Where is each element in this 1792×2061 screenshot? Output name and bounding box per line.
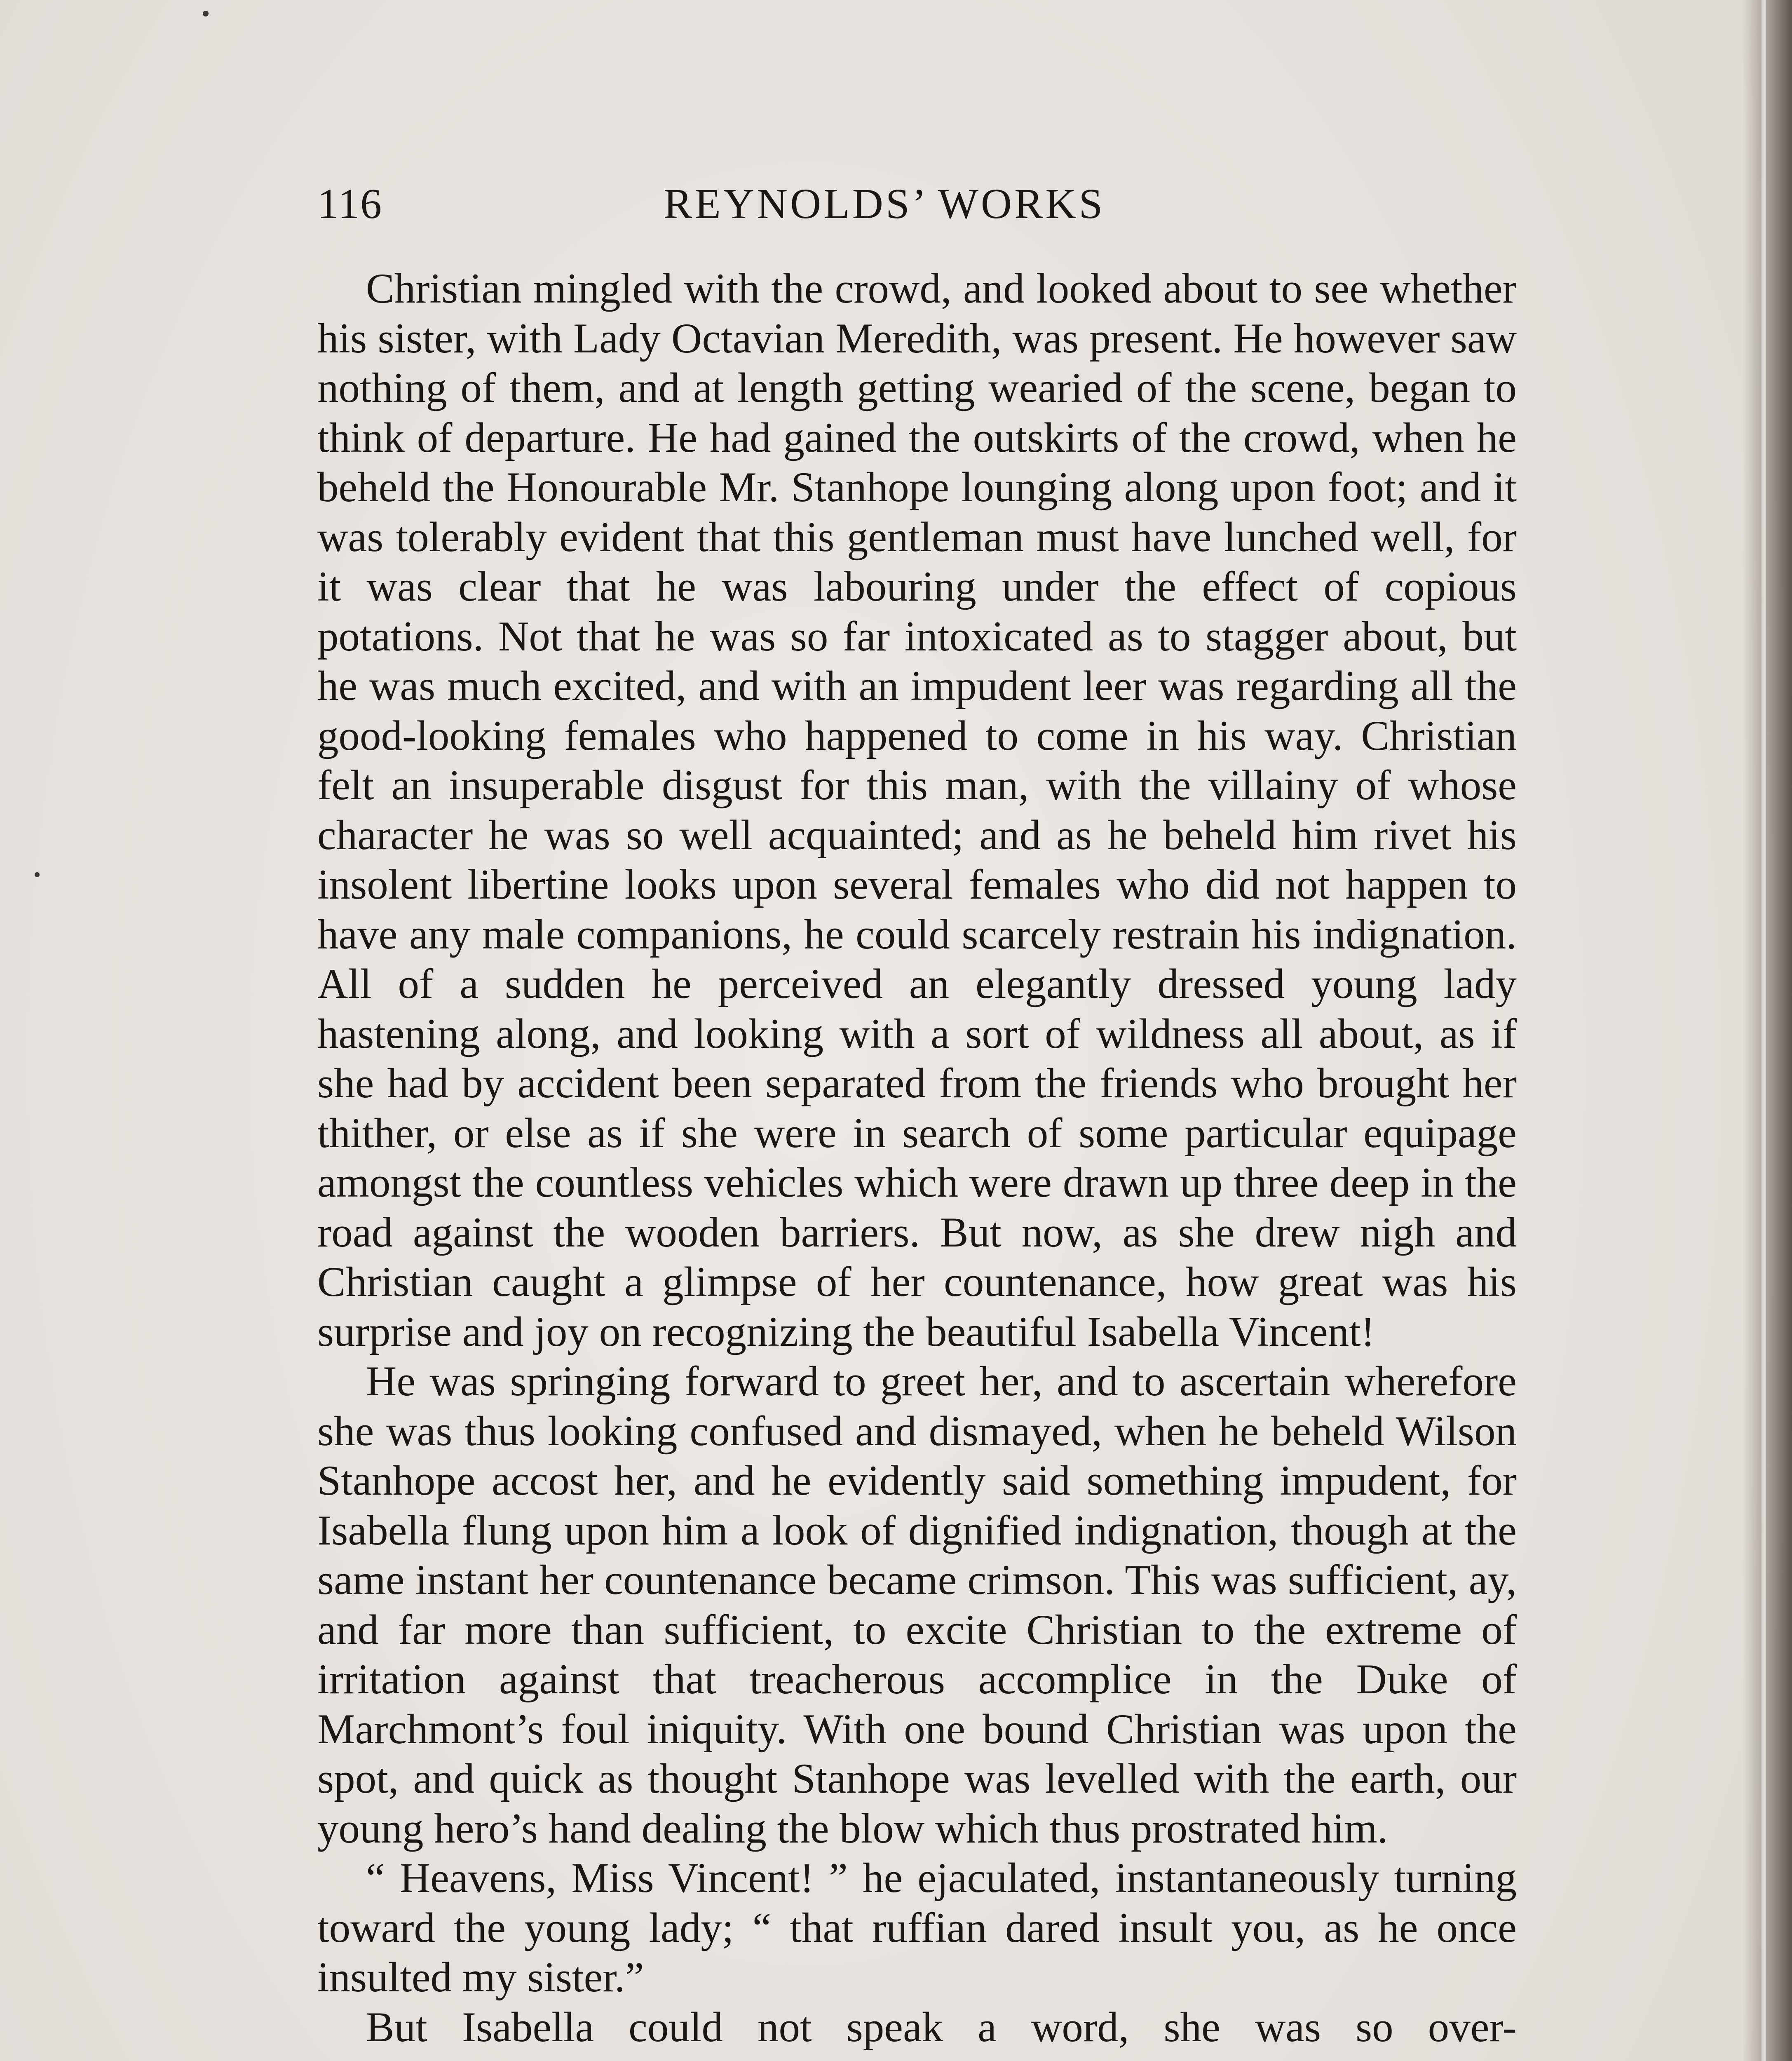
paragraph: But Isabella could not speak a word, she was so over- bbox=[366, 2003, 1517, 2051]
paper-speck bbox=[203, 11, 209, 16]
paragraph: Christian mingled with the crowd, and looked about to see whether his sister, with Lady Octavian Meredith, was present. He however saw nothing of them, and at length getting wearied of the scene, began to think of departure. He had gained the outskirts of the crowd, when he beheld the Honourable Mr. Stanhope lounging along upon foot; and it was tolerably evident that this gentleman must have lunched well, for it was clear that he was labouring under the effect of copious potations. Not that he was so far intoxicated as to stagger about, but he was much excited, and with an impudent leer was regarding all the good-looking females who happened to come in his way. Christian felt an insuperable disgust for this man, with the villainy of whose character he was so well acquainted; and as he beheld him rivet his insolent libertine looks upon several females who did not happen to have any male companions, he could scarcely restrain his indignation. All of a sudden he perceived an elegantly dressed young lady hastening along, and looking with a sort of wildness all about, as if she had by accident been separated from the friends who brought her thither, or else as if she were in search of some particular equipage amongst the countless vehicles which were drawn up three deep in the road against the wooden barriers. But now, as she drew nigh and Christian caught a glimpse of her countenance, how great was his surprise and joy on recognizing the beautiful Isabella Vincent! bbox=[317, 265, 1517, 1355]
paragraph: He was springing forward to greet her, and to ascertain wherefore she was thus looking confused and dismayed, when he beheld Wilson Stanhope accost her, and he evidently said something impudent, for Isabella flung upon him a look of dignified indignation, though at the same instant her countenance became crimson. This was sufficient, ay, and far more than sufficient, to excite Christian to the extreme of irritation against that treacherous accomplice in the Duke of Marchmont’s foul iniquity. With one bound Christian was upon the spot, and quick as thought Stanhope was levelled with the earth, our young hero’s hand dealing the blow which thus prostrated him. bbox=[317, 1358, 1517, 1852]
paragraph: “ Heavens, Miss Vincent! ” he ejaculated, instantaneously turning toward the young lady; “ that ruffian dared insult you, as he once insulted my sister.” bbox=[317, 1854, 1517, 2001]
page-header bbox=[317, 181, 1517, 227]
page-edge-highlight bbox=[1762, 0, 1766, 2061]
book-spine-shadow bbox=[1743, 0, 1792, 2061]
body-text bbox=[317, 264, 1517, 2052]
page-number: 116 bbox=[317, 180, 383, 228]
paper-speck bbox=[35, 872, 40, 877]
running-head: REYNOLDS’ WORKS bbox=[664, 180, 1105, 228]
